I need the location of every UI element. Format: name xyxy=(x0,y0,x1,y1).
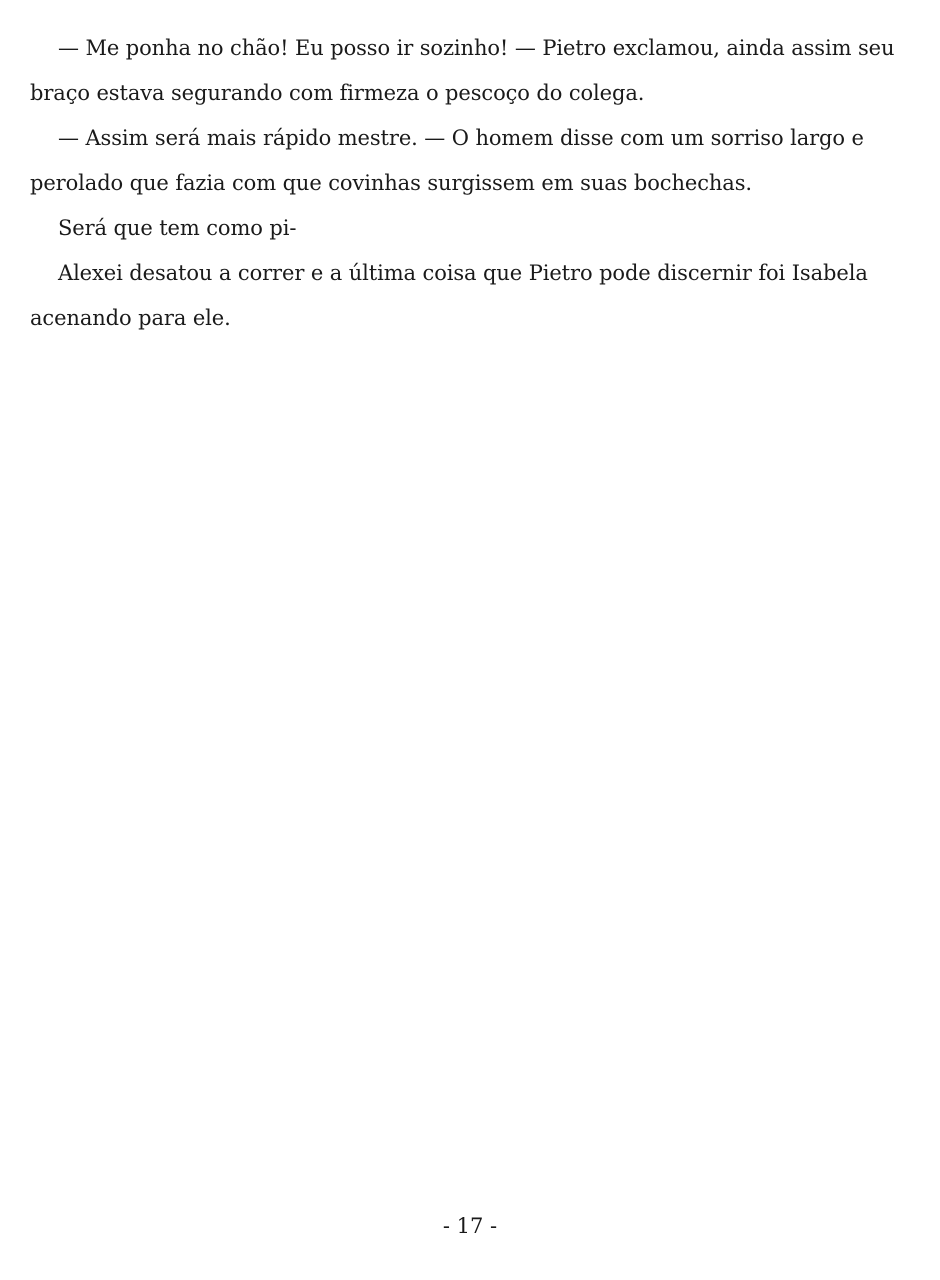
page-number: - 17 - xyxy=(442,1214,498,1238)
paragraph-4: Alexei desatou a correr e a última coisa que Pietro pode discernir foi Isabela acenando para ele. xyxy=(30,261,868,330)
paragraph-3: Será que tem como pi- xyxy=(58,216,297,240)
page-body xyxy=(30,26,910,341)
paragraph-2: — Assim será mais rápido mestre. — O homem disse com um sorriso largo e perolado que fazia com que covinhas surgissem em suas bochechas. xyxy=(30,126,864,195)
paragraph-1: — Me ponha no chão! Eu posso ir sozinho! — Pietro exclamou, ainda assim seu braço estava segurando com firmeza o pescoço do colega. xyxy=(30,36,895,105)
